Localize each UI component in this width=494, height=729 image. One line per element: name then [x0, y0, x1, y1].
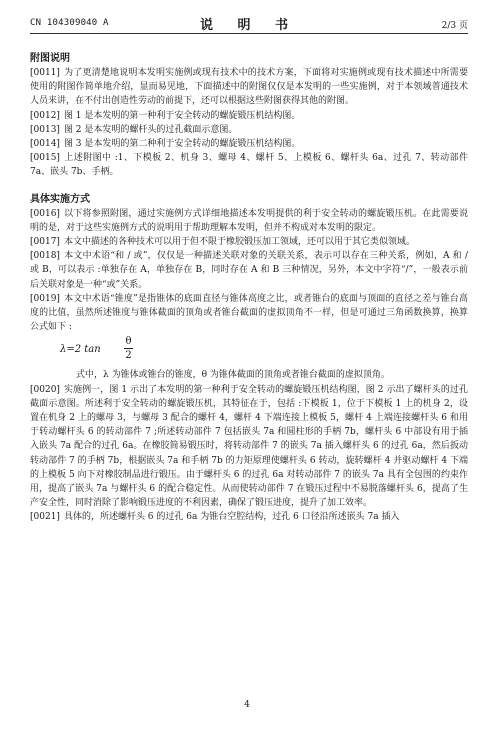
paragraph-number: [0012]	[30, 110, 60, 121]
paragraph-text: 为了更清楚地说明本发明实施例或现有技术中的技术方案，下面将对实施例或现有技术描述中所需要使用的附图作简单地介绍，显而易见地，下面描述中的附图仅仅是本发明的一些实施例，对于本领域普通技术人员来讲，在不付出创造性劳动的前提下，还可以根据这些附图获得其他的附图。	[30, 68, 468, 107]
paragraph-0015	[30, 151, 468, 179]
paragraph-0014	[30, 137, 468, 151]
paragraph-0020	[30, 383, 468, 511]
header-rule	[30, 33, 468, 34]
page-title: 说 明 书	[199, 18, 299, 33]
page-header	[30, 14, 468, 32]
formula-numerator: θ	[125, 336, 132, 348]
paragraph-number: [0019]	[30, 293, 60, 304]
paragraph-text: 图 3 是本发明的第二种利于安全转动的螺旋锻压机结构图。	[63, 139, 301, 150]
document-body	[30, 52, 468, 525]
paragraph-number: [0015]	[30, 153, 60, 164]
paragraph-number: [0021]	[30, 512, 60, 523]
paragraph-number: [0013]	[30, 124, 60, 135]
paragraph-0012	[30, 109, 468, 123]
paragraph-0021	[30, 510, 468, 524]
section-title-figures: 附图说明	[30, 53, 70, 64]
document-number: CN 104309040 A	[30, 18, 109, 28]
paragraph-number: [0014]	[30, 139, 60, 150]
formula-fraction	[124, 336, 133, 361]
formula-note: 式中，λ 为锥体或锥台的锥度，θ 为锥体截面的顶角或者锥台截面的虚拟顶角。	[76, 370, 390, 381]
paragraph-0011	[30, 66, 468, 109]
page-number: 4	[244, 700, 250, 710]
paragraph-number: [0018]	[30, 251, 60, 262]
paragraph-text: 实施例一，图 1 示出了本发明的第一种利于安全转动的螺旋锻压机结构图，图 2 示出了螺杆头的过孔截面示意图。所述利于安全转动的螺旋锻压机，其特征在于，包括 :下模板 1，位于下模板 1 上的机身 2，设置在机身 2 上的螺母 3，与螺母 3 配合的螺杆 4，螺杆 4 下端连接上模板 5，螺杆 4 上端连接螺杆头 6 和用于转动螺杆头 6 的转动部件 7 ;所述转动部件 7 包括嵌头 7a 和圆柱形的手柄 7b，螺杆头 6 中部设有用于插入嵌头 7a 配合的过孔 6a。在橡胶简易锻压时，将转动部件 7 的嵌头 7a 插入螺杆头 6 的过孔 6a，然后扳动转动部件 7 的手柄 7b，根据嵌头 7a 和手柄 7b 的力矩原理使螺杆头 6 转动，旋转螺杆 4 并驱动螺杆 4 下端的上模板 5 向下对橡胶制品进行锻压。由于螺杆头 6 的过孔 6a 对转动部件 7 的嵌头 7a 具有全包围的约束作用，提高了嵌头 7a 与螺杆头 6 的配合稳定性。从而使转动部件 7 在锻压过程中不易脱落螺杆头 6，提高了生产安全性，同时消除了影响锻压进度的不利因素，确保了锻压进度，提升了加工效率。	[30, 384, 468, 509]
paragraph-0019	[30, 292, 468, 335]
formula-lhs: λ=2 tan	[60, 344, 101, 356]
formula-denominator: 2	[125, 350, 132, 362]
paragraph-number: [0017]	[30, 237, 60, 248]
paragraph-number: [0016]	[30, 208, 60, 219]
paragraph-text: 图 1 是本发明的第一种利于安全转动的螺旋锻压机结构图。	[63, 110, 301, 121]
paragraph-text: 图 2 是本发明的螺杆头的过孔截面示意图。	[63, 124, 238, 135]
paragraph-0013	[30, 123, 468, 137]
formula	[30, 334, 468, 368]
section-title-embodiment: 具体实施方式	[30, 193, 90, 205]
fraction-bar	[124, 348, 133, 349]
paragraph-text: 本文中术语“锥度”是指锥体的底面直径与锥体高度之比，或者锥台的底面与顶面的直径之差与锥台高度的比值，虽然所述锥度与锥体截面的顶角或者锥台截面的虚拟顶角不一样，但是可通过三角函数换算，换算公式如下 :	[30, 293, 468, 333]
paragraph-text: 本文中术语“和 / 或”，仅仅是一种描述关联对象的关联关系，表示可以存在三种关系，例如，A 和 / 或 B，可以表示 :单独存在 A，单独存在 B，同时存在 A 和 B 三种情况，另外，本文中字符“/”，一般表示前后关联对象是一种“或”关系。	[30, 251, 468, 290]
paragraph-0017	[30, 235, 468, 249]
paragraph-text: 以下将参照附图，通过实施例方式详细地描述本发明提供的利于安全转动的螺旋锻压机。在此需要说明的是，对于这些实施例方式的说明用于帮助理解本发明，但并不构成对本发明的限定。	[30, 208, 468, 233]
paragraph-text: 本文中描述的各种技术可以用于但不限于橡胶锻压加工领域，还可以用于其它类似领域。	[63, 237, 415, 248]
paragraph-text: 具体的，所述螺杆头 6 的过孔 6a 为锥台空腔结构，过孔 6 口径沿所述嵌头 7a 插入	[63, 512, 400, 523]
page-indicator: 2/3 页	[441, 21, 468, 31]
paragraph-number: [0011]	[30, 68, 60, 78]
paragraph-number: [0020]	[30, 384, 60, 395]
paragraph-0018	[30, 249, 468, 292]
paragraph-0016	[30, 207, 468, 235]
paragraph-text: 上述附图中 :1、下模板 2、机身 3、螺母 4、螺杆 5、上模板 6、螺杆头 6a、过孔 7、转动部件 7a、嵌头 7b、手柄。	[30, 153, 468, 178]
